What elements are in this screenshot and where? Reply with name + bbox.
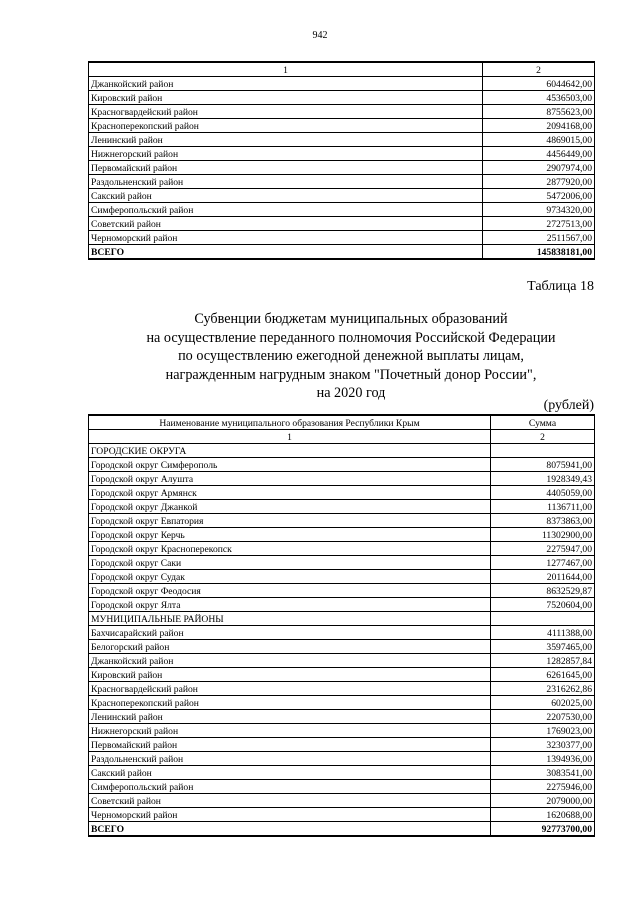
row-value: 11302900,00 — [491, 528, 595, 542]
row-value — [491, 444, 595, 458]
row-name: Черноморский район — [89, 808, 491, 822]
row-value: 1282857,84 — [491, 654, 595, 668]
row-value: 8755623,00 — [483, 105, 595, 119]
row-name: Симферопольский район — [89, 780, 491, 794]
row-name: Красноперекопский район — [89, 696, 491, 710]
row-value: 3597465,00 — [491, 640, 595, 654]
table-row — [89, 724, 595, 738]
row-name: Кировский район — [89, 668, 491, 682]
row-name: Советский район — [89, 217, 483, 231]
table-row — [89, 570, 595, 584]
row-value: 2275947,00 — [491, 542, 595, 556]
row-value: 2877920,00 — [483, 175, 595, 189]
row-name: Ленинский район — [89, 133, 483, 147]
column-number-1: 1 — [89, 62, 483, 77]
row-name: Городской округ Ялта — [89, 598, 491, 612]
row-value: 6261645,00 — [491, 668, 595, 682]
table-row — [89, 752, 595, 766]
row-name: Симферопольский район — [89, 203, 483, 217]
column-header-sum: Сумма — [491, 415, 595, 430]
row-name: Городской округ Евпатория — [89, 514, 491, 528]
row-name: Городской округ Саки — [89, 556, 491, 570]
table-row — [89, 217, 595, 231]
row-name: Раздольненский район — [89, 175, 483, 189]
row-value: 2275946,00 — [491, 780, 595, 794]
table-row — [89, 640, 595, 654]
row-value: 2011644,00 — [491, 570, 595, 584]
table-row — [89, 175, 595, 189]
row-value: 2094168,00 — [483, 119, 595, 133]
table-row — [89, 133, 595, 147]
row-name: Городской округ Симферополь — [89, 458, 491, 472]
row-name: Красногвардейский район — [89, 682, 491, 696]
table-row — [89, 696, 595, 710]
row-name: Ленинский район — [89, 710, 491, 724]
section-header-urban — [89, 444, 595, 458]
title-line: награжденным нагрудным знаком "Почетный донор России", — [165, 366, 537, 383]
table-row — [89, 584, 595, 598]
row-name: Раздольненский район — [89, 752, 491, 766]
table-row — [89, 458, 595, 472]
row-name: Советский район — [89, 794, 491, 808]
total-row — [89, 245, 595, 260]
title-line: Субвенции бюджетам муниципальных образований — [194, 311, 508, 327]
row-name: Сакский район — [89, 189, 483, 203]
row-value: 4111388,00 — [491, 626, 595, 640]
table-column-numbers — [89, 430, 595, 444]
title-line: по осуществлению ежегодной денежной выплаты лицам, — [178, 348, 524, 364]
row-name: Нижнегорский район — [89, 147, 483, 161]
page-number: 942 — [312, 30, 328, 41]
row-name: Городской округ Алушта — [89, 472, 491, 486]
table-row — [89, 203, 595, 217]
table-row — [89, 556, 595, 570]
row-name: Городской округ Красноперекопск — [89, 542, 491, 556]
row-value: 1394936,00 — [491, 752, 595, 766]
table-row — [89, 668, 595, 682]
table-row — [89, 500, 595, 514]
row-value — [491, 612, 595, 626]
row-name: Городской округ Джанкой — [89, 500, 491, 514]
table-row — [89, 626, 595, 640]
row-value: 3230377,00 — [491, 738, 595, 752]
column-number-2: 2 — [491, 430, 595, 444]
row-value: 1928349,43 — [491, 472, 595, 486]
row-value: 1769023,00 — [491, 724, 595, 738]
table-row — [89, 77, 595, 91]
table-row — [89, 710, 595, 724]
table-caption: Таблица 18 — [527, 279, 594, 294]
table-row — [89, 147, 595, 161]
table-row — [89, 189, 595, 203]
column-number-2: 2 — [483, 62, 595, 77]
row-value: 1136711,00 — [491, 500, 595, 514]
row-value: 7520604,00 — [491, 598, 595, 612]
row-value: 1277467,00 — [491, 556, 595, 570]
row-name: Городской округ Армянск — [89, 486, 491, 500]
row-name: ГОРОДСКИЕ ОКРУГА — [89, 444, 491, 458]
row-name: Бахчисарайский район — [89, 626, 491, 640]
row-name: Сакский район — [89, 766, 491, 780]
row-name: Кировский район — [89, 91, 483, 105]
table-18 — [88, 414, 595, 837]
row-value: 6044642,00 — [483, 77, 595, 91]
table-row — [89, 486, 595, 500]
table-row — [89, 472, 595, 486]
table-row — [89, 738, 595, 752]
row-value: 145838181,00 — [483, 245, 595, 260]
title-line: на осуществление переданного полномочия Российской Федерации — [146, 329, 556, 346]
row-name: Красноперекопский район — [89, 119, 483, 133]
table-row — [89, 119, 595, 133]
table-row — [89, 514, 595, 528]
column-header-name: Наименование муниципального образования Республики Крым — [89, 415, 491, 430]
section-header-municipal — [89, 612, 595, 626]
table-row — [89, 808, 595, 822]
table-row — [89, 161, 595, 175]
table-row — [89, 91, 595, 105]
table-row — [89, 682, 595, 696]
row-value: 8075941,00 — [491, 458, 595, 472]
row-name: Городской округ Феодосия — [89, 584, 491, 598]
row-value: 602025,00 — [491, 696, 595, 710]
table-title — [0, 310, 640, 403]
table-row — [89, 231, 595, 245]
table-row — [89, 780, 595, 794]
row-name: Первомайский район — [89, 738, 491, 752]
table-row — [89, 794, 595, 808]
row-name: Городской округ Керчь — [89, 528, 491, 542]
row-name: Нижнегорский район — [89, 724, 491, 738]
total-row — [89, 822, 595, 837]
table-row — [89, 654, 595, 668]
table-column-numbers — [89, 62, 595, 77]
title-line: на 2020 год — [316, 385, 386, 401]
row-name: Городской округ Судак — [89, 570, 491, 584]
table-row — [89, 105, 595, 119]
row-value: 8373863,00 — [491, 514, 595, 528]
table-17-continuation — [88, 61, 595, 260]
row-name: Первомайский район — [89, 161, 483, 175]
row-value: 8632529,87 — [491, 584, 595, 598]
table-row — [89, 542, 595, 556]
row-name: ВСЕГО — [89, 822, 491, 837]
row-name: Черноморский район — [89, 231, 483, 245]
row-value: 3083541,00 — [491, 766, 595, 780]
row-value: 4405059,00 — [491, 486, 595, 500]
row-value: 2727513,00 — [483, 217, 595, 231]
row-value: 1620688,00 — [491, 808, 595, 822]
table-header-row — [89, 415, 595, 430]
row-name: Красногвардейский район — [89, 105, 483, 119]
row-name: МУНИЦИПАЛЬНЫЕ РАЙОНЫ — [89, 612, 491, 626]
row-value: 2907974,00 — [483, 161, 595, 175]
row-name: Джанкойский район — [89, 77, 483, 91]
table-row — [89, 766, 595, 780]
row-value: 4869015,00 — [483, 133, 595, 147]
row-value: 2079000,00 — [491, 794, 595, 808]
row-value: 2316262,86 — [491, 682, 595, 696]
table-row — [89, 598, 595, 612]
row-value: 4456449,00 — [483, 147, 595, 161]
row-value: 5472006,00 — [483, 189, 595, 203]
row-name: ВСЕГО — [89, 245, 483, 260]
units-label: (рублей) — [543, 398, 594, 413]
row-value: 4536503,00 — [483, 91, 595, 105]
row-value: 2207530,00 — [491, 710, 595, 724]
row-value: 2511567,00 — [483, 231, 595, 245]
row-value: 9734320,00 — [483, 203, 595, 217]
row-value: 92773700,00 — [491, 822, 595, 837]
row-name: Белогорский район — [89, 640, 491, 654]
column-number-1: 1 — [89, 430, 491, 444]
table-row — [89, 528, 595, 542]
row-name: Джанкойский район — [89, 654, 491, 668]
